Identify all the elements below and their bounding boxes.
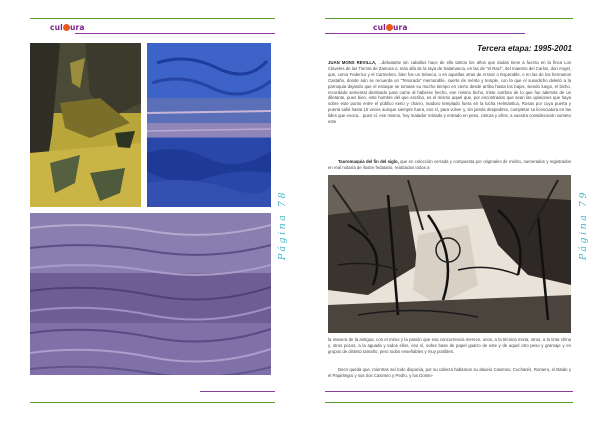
bottom-rule-green [30,402,275,403]
paragraph-lead: Tauromaquia del fin del siglo, [338,159,399,164]
brand-logo: cul ura [373,23,408,32]
flower-icon [63,24,70,31]
painting-yellow-landscape [30,43,141,207]
paragraph-text: la manera de la antigua, con el mimo y la pasión que esa concurrencia merece, unos, a la técnica mixta, otros, a la tinta china y, otros pocos, a la aguada y todos ellos, eso sí, sobre base de papel guarro de este y de aquel otro peso y gramaje y en grupos de distinto tamaño, pero todos enseñables y muy posibles. [328,337,571,354]
body-paragraph-4 [328,367,571,379]
bottom-rule-purple [200,391,275,392]
page-number-right: Página 79 [578,190,589,261]
painting-blue-seascape [147,43,271,207]
top-rule-purple [75,33,275,34]
flower-icon [386,24,393,31]
bottom-rule-purple [325,391,573,392]
paragraph-text: que en colección cerrada y compuesta por originales de mérito, numerados y registrados en real notaría de ilustre fedatario, realizados todos a [328,159,571,170]
top-rule-green [30,18,275,19]
paragraph-text: ...debutante sin caballos hace de ello tantos los años que dudas tiene a fuerza en la finca Los Claveles de las Tierras de Zamora o, más allá de la raya de Salamanca, en las de "el Rací", del maestro del Carlos, don Angel, que, como Federico y el Carmelero, bien fue un Séneca, o en aquellas otras de Arranz o Esperable, o en las de los hermanos Castaño, donde aún se recuerda un "Tenorado" memorable, suerte de mérito y temple, con la que el susodicho deleitó a la parroquia dejando que el estoque se tomase su mucho tiempo en cierto desde arriba hasta los bajos, siendo luego, el bicho, recordado semental destinado para carne al haberse hecho, ese mismo bicho, triste sombra de lo que fue además de un diletante, pues bien, este hombre del que escribo, es el mismo aquel que, por encontrados que sean las opiniones que haya sobre este punto entre el público serio y charro, maduro templado fuera en la lucha Helmántica, Rosas por cuya puerta y puerta salió hasta 10 veces aunque siempre fuera, eso sí, para volver y, sin jamás despedirse, completar su licenciatura en las lides que evoca... pues sí, ese mismo, hoy matador retirado y entrado en peso, cintura y años, a vuestra consideración someto este [328,60,571,125]
section-title: Tercera etapa: 1995-2001 [477,44,572,53]
top-rule-green [325,18,573,19]
body-paragraph-3 [328,337,571,367]
painting-purple-texture [30,213,271,375]
body-paragraph-2 [328,159,571,171]
top-rule-purple [325,33,525,34]
paragraph-lead: JUAN MONS REVILLA, [328,60,377,65]
page-number-left: Página 78 [277,190,288,261]
brand-logo: cul ura [50,23,85,32]
body-paragraph-1 [328,60,571,159]
bottom-rule-green [325,402,573,403]
paragraph-text: Decir queda que, mientras así todo disponía, por su cabeza habitaron su abuelo Casimiro, Cucharés, Romero, el Batán y el Pajaritegro y sus tíos Casimiro y Pedro, y los Domin- [328,367,571,378]
painting-ink-drawing [328,175,571,333]
